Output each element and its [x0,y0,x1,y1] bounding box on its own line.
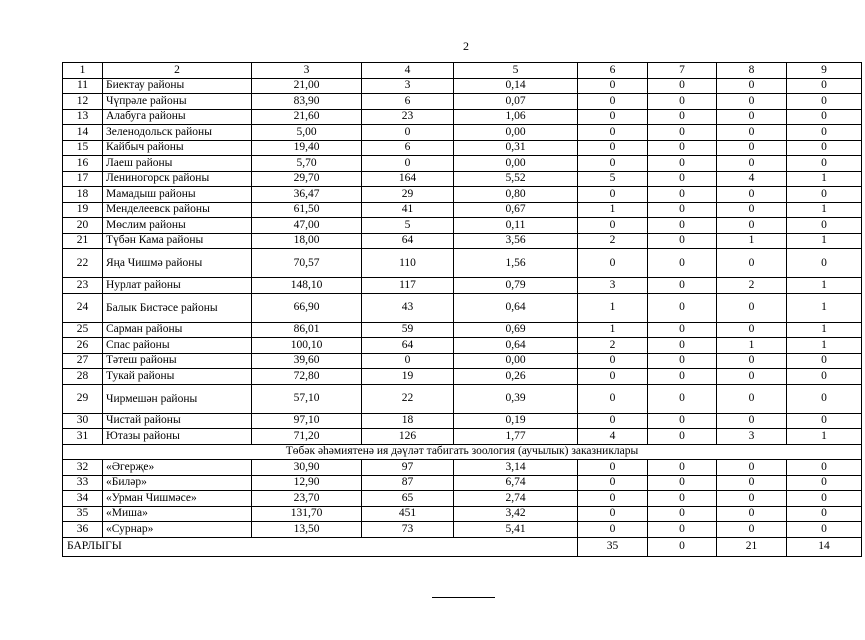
value-cell: 0 [362,156,454,172]
value-cell: 0 [648,522,717,538]
value-cell: 86,01 [252,322,362,338]
row-number-cell: 18 [63,187,103,203]
table-row [63,249,862,278]
name-cell: Биектау районы [103,78,252,94]
value-cell: 0 [648,218,717,234]
value-cell: 0 [578,460,648,476]
table-row [63,491,862,507]
value-cell: 0,07 [454,94,578,110]
value-cell: 4 [717,171,787,187]
value-cell: 0 [578,156,648,172]
value-cell: 0 [362,353,454,369]
name-cell: Тәтеш районы [103,353,252,369]
value-cell: 0 [578,94,648,110]
row-number-cell: 26 [63,338,103,354]
row-number-cell: 11 [63,78,103,94]
value-cell: 1,56 [454,249,578,278]
value-cell: 110 [362,249,454,278]
header-cell: 6 [578,63,648,79]
value-cell: 2 [578,338,648,354]
row-number-cell: 30 [63,413,103,429]
value-cell: 13,50 [252,522,362,538]
value-cell: 61,50 [252,202,362,218]
value-cell: 97 [362,460,454,476]
value-cell: 3 [362,78,454,94]
name-cell: Чүпрәле районы [103,94,252,110]
value-cell: 0 [648,491,717,507]
value-cell: 0 [787,109,862,125]
value-cell: 0 [648,460,717,476]
row-number-cell: 21 [63,233,103,249]
value-cell: 0 [717,202,787,218]
value-cell: 0,67 [454,202,578,218]
table-row [63,156,862,172]
value-cell: 0 [648,353,717,369]
name-cell: Нурлат районы [103,278,252,294]
value-cell: 0,11 [454,218,578,234]
value-cell: 0 [787,491,862,507]
row-number-cell: 28 [63,369,103,385]
value-cell: 117 [362,278,454,294]
value-cell: 0 [578,353,648,369]
name-cell: Лаеш районы [103,156,252,172]
value-cell: 0 [648,94,717,110]
row-number-cell: 34 [63,491,103,507]
section-title-row [63,444,862,460]
name-cell: «Миша» [103,506,252,522]
value-cell: 0 [648,384,717,413]
value-cell: 23,70 [252,491,362,507]
value-cell: 22 [362,384,454,413]
header-cell: 1 [63,63,103,79]
value-cell: 0 [648,125,717,141]
value-cell: 5,41 [454,522,578,538]
table-row [63,171,862,187]
name-cell: Менделеевск районы [103,202,252,218]
name-cell: Спас районы [103,338,252,354]
value-cell: 1 [787,338,862,354]
value-cell: 1 [787,322,862,338]
name-cell: Мамадыш районы [103,187,252,203]
value-cell: 0 [787,125,862,141]
value-cell: 0 [787,187,862,203]
value-cell: 0 [717,94,787,110]
row-number-cell: 23 [63,278,103,294]
value-cell: 0 [648,506,717,522]
name-cell: «Әгерҗе» [103,460,252,476]
value-cell: 0 [717,491,787,507]
value-cell: 0 [648,475,717,491]
page-number: 2 [463,39,469,53]
value-cell: 18 [362,413,454,429]
value-cell: 5,52 [454,171,578,187]
value-cell: 43 [362,293,454,322]
value-cell: 12,90 [252,475,362,491]
row-number-cell: 33 [63,475,103,491]
value-cell: 97,10 [252,413,362,429]
value-cell: 0,00 [454,156,578,172]
table-row [63,109,862,125]
value-cell: 5 [362,218,454,234]
value-cell: 3 [717,429,787,445]
value-cell: 0 [787,522,862,538]
value-cell: 2,74 [454,491,578,507]
value-cell: 4 [578,429,648,445]
value-cell: 0 [717,109,787,125]
value-cell: 1 [717,338,787,354]
value-cell: 0 [717,369,787,385]
value-cell: 0 [648,171,717,187]
row-number-cell: 17 [63,171,103,187]
value-cell: 0 [578,109,648,125]
row-number-cell: 32 [63,460,103,476]
footer-rule [432,597,495,598]
header-cell: 3 [252,63,362,79]
value-cell: 21,60 [252,109,362,125]
value-cell: 0,69 [454,322,578,338]
value-cell: 0 [648,322,717,338]
value-cell: 5 [578,171,648,187]
value-cell: 5,70 [252,156,362,172]
value-cell: 0,79 [454,278,578,294]
value-cell: 0,19 [454,413,578,429]
value-cell: 1 [787,233,862,249]
value-cell: 0 [787,413,862,429]
value-cell: 0 [717,475,787,491]
value-cell: 0 [578,413,648,429]
header-cell: 9 [787,63,862,79]
value-cell: 59 [362,322,454,338]
value-cell: 0 [648,429,717,445]
value-cell: 0 [362,125,454,141]
header-cell: 5 [454,63,578,79]
value-cell: 87 [362,475,454,491]
value-cell: 1 [578,322,648,338]
header-cell: 2 [103,63,252,79]
row-number-cell: 35 [63,506,103,522]
value-cell: 6 [362,140,454,156]
value-cell: 0 [648,369,717,385]
value-cell: 39,60 [252,353,362,369]
name-cell: Мөслим районы [103,218,252,234]
value-cell: 451 [362,506,454,522]
row-number-cell: 31 [63,429,103,445]
value-cell: 70,57 [252,249,362,278]
value-cell: 0 [717,322,787,338]
value-cell: 0 [787,384,862,413]
value-cell: 71,20 [252,429,362,445]
name-cell: Балык Бистәсе районы [103,293,252,322]
value-cell: 0,64 [454,338,578,354]
total-cell: 0 [648,537,717,556]
value-cell: 131,70 [252,506,362,522]
value-cell: 1 [578,202,648,218]
row-number-cell: 19 [63,202,103,218]
value-cell: 1 [787,429,862,445]
table-row [63,125,862,141]
value-cell: 0 [648,278,717,294]
value-cell: 100,10 [252,338,362,354]
header-cell: 8 [717,63,787,79]
value-cell: 0 [578,522,648,538]
value-cell: 0,00 [454,125,578,141]
value-cell: 0 [648,187,717,203]
value-cell: 0 [717,384,787,413]
name-cell: Яңа Чишмә районы [103,249,252,278]
value-cell: 19,40 [252,140,362,156]
name-cell: Ютазы районы [103,429,252,445]
table-row [63,522,862,538]
row-number-cell: 22 [63,249,103,278]
table-row [63,384,862,413]
value-cell: 0 [717,156,787,172]
value-cell: 0 [717,293,787,322]
value-cell: 0 [648,109,717,125]
value-cell: 0 [717,78,787,94]
table-row [63,338,862,354]
name-cell: Чистай районы [103,413,252,429]
value-cell: 164 [362,171,454,187]
row-number-cell: 14 [63,125,103,141]
value-cell: 41 [362,202,454,218]
name-cell: Тукай районы [103,369,252,385]
value-cell: 0 [578,384,648,413]
row-number-cell: 29 [63,384,103,413]
row-number-cell: 25 [63,322,103,338]
value-cell: 73 [362,522,454,538]
value-cell: 0 [648,413,717,429]
value-cell: 126 [362,429,454,445]
value-cell: 64 [362,233,454,249]
value-cell: 1 [787,171,862,187]
value-cell: 36,47 [252,187,362,203]
value-cell: 3,14 [454,460,578,476]
header-cell: 4 [362,63,454,79]
value-cell: 6 [362,94,454,110]
value-cell: 29 [362,187,454,203]
value-cell: 0 [787,78,862,94]
value-cell: 0 [578,249,648,278]
value-cell: 0 [717,249,787,278]
row-number-cell: 24 [63,293,103,322]
value-cell: 0,80 [454,187,578,203]
value-cell: 0,26 [454,369,578,385]
value-cell: 0 [648,293,717,322]
table-row [63,202,862,218]
value-cell: 2 [578,233,648,249]
value-cell: 0 [787,475,862,491]
value-cell: 0 [717,125,787,141]
value-cell: 0 [787,249,862,278]
value-cell: 0 [648,233,717,249]
value-cell: 0 [717,187,787,203]
value-cell: 0 [648,78,717,94]
value-cell: 19 [362,369,454,385]
total-cell: 35 [578,537,648,556]
value-cell: 3,56 [454,233,578,249]
value-cell: 0 [648,140,717,156]
value-cell: 0 [787,140,862,156]
value-cell: 18,00 [252,233,362,249]
value-cell: 0 [648,156,717,172]
value-cell: 47,00 [252,218,362,234]
row-number-cell: 12 [63,94,103,110]
value-cell: 0 [787,460,862,476]
total-row [63,537,862,556]
value-cell: 66,90 [252,293,362,322]
value-cell: 57,10 [252,384,362,413]
value-cell: 0,00 [454,353,578,369]
table-row [63,369,862,385]
value-cell: 0 [578,369,648,385]
value-cell: 0 [648,249,717,278]
value-cell: 83,90 [252,94,362,110]
table-row [63,413,862,429]
row-number-cell: 16 [63,156,103,172]
value-cell: 0 [648,338,717,354]
value-cell: 1 [578,293,648,322]
value-cell: 0 [787,506,862,522]
value-cell: 0 [717,140,787,156]
table-row [63,78,862,94]
value-cell: 1,06 [454,109,578,125]
table-row [63,353,862,369]
total-label: БАРЛЫГЫ [63,537,578,556]
value-cell: 0,64 [454,293,578,322]
value-cell: 0,14 [454,78,578,94]
value-cell: 2 [717,278,787,294]
header-cell: 7 [648,63,717,79]
value-cell: 3 [578,278,648,294]
value-cell: 0 [578,125,648,141]
value-cell: 0 [717,506,787,522]
value-cell: 0 [787,218,862,234]
value-cell: 0 [787,156,862,172]
value-cell: 1 [787,278,862,294]
table-row [63,429,862,445]
row-number-cell: 13 [63,109,103,125]
value-cell: 0 [717,218,787,234]
table-row [63,506,862,522]
value-cell: 0 [578,218,648,234]
value-cell: 1,77 [454,429,578,445]
name-cell: Алабуга районы [103,109,252,125]
value-cell: 72,80 [252,369,362,385]
value-cell: 0,31 [454,140,578,156]
value-cell: 0 [787,353,862,369]
table-row [63,233,862,249]
value-cell: 0 [578,140,648,156]
row-number-cell: 27 [63,353,103,369]
value-cell: 1 [717,233,787,249]
value-cell: 64 [362,338,454,354]
name-cell: Сарман районы [103,322,252,338]
table-row [63,94,862,110]
table-row [63,293,862,322]
value-cell: 0 [648,202,717,218]
total-cell: 14 [787,537,862,556]
table-row [63,278,862,294]
value-cell: 5,00 [252,125,362,141]
value-cell: 21,00 [252,78,362,94]
value-cell: 0,39 [454,384,578,413]
value-cell: 0 [717,522,787,538]
value-cell: 3,42 [454,506,578,522]
table-row [63,218,862,234]
row-number-cell: 36 [63,522,103,538]
value-cell: 0 [578,78,648,94]
value-cell: 0 [578,187,648,203]
total-cell: 21 [717,537,787,556]
data-table [62,62,862,557]
value-cell: 1 [787,293,862,322]
value-cell: 0 [578,475,648,491]
value-cell: 0 [578,491,648,507]
value-cell: 65 [362,491,454,507]
value-cell: 6,74 [454,475,578,491]
row-number-cell: 20 [63,218,103,234]
table-row [63,140,862,156]
table-row [63,322,862,338]
table-row [63,460,862,476]
value-cell: 148,10 [252,278,362,294]
name-cell: «Биләр» [103,475,252,491]
value-cell: 0 [787,369,862,385]
value-cell: 0 [717,353,787,369]
section-title: Төбәк әһәмиятенә ия дәүләт табигать зоология (аучылык) заказниклары [63,444,862,460]
header-row [63,63,862,79]
value-cell: 30,90 [252,460,362,476]
value-cell: 23 [362,109,454,125]
name-cell: Лениногорск районы [103,171,252,187]
name-cell: «Сурнар» [103,522,252,538]
table-row [63,475,862,491]
name-cell: Чирмешән районы [103,384,252,413]
name-cell: Кайбыч районы [103,140,252,156]
value-cell: 0 [787,94,862,110]
name-cell: Зеленодольск районы [103,125,252,141]
table-row [63,187,862,203]
value-cell: 29,70 [252,171,362,187]
value-cell: 0 [578,506,648,522]
value-cell: 0 [717,413,787,429]
value-cell: 0 [717,460,787,476]
name-cell: Түбән Кама районы [103,233,252,249]
row-number-cell: 15 [63,140,103,156]
name-cell: «Урман Чишмәсе» [103,491,252,507]
value-cell: 1 [787,202,862,218]
